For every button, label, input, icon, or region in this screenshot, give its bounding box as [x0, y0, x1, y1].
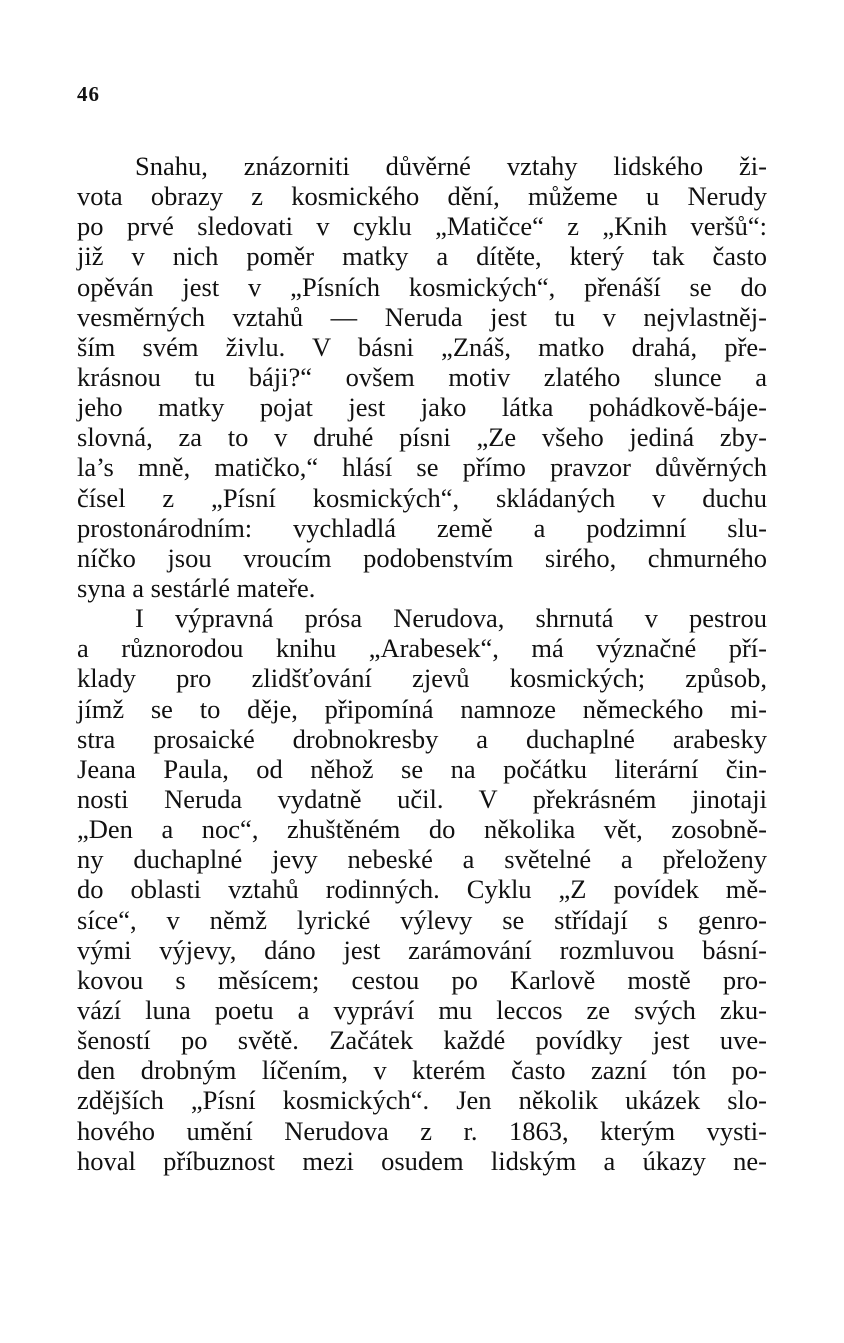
paragraph [77, 151, 767, 603]
text-line: vází luna poetu a vypráví mu leccos ze svých zku- [77, 994, 767, 1025]
text-line: stra prosaické drobnokresby a duchaplné arabesky [77, 723, 767, 754]
text-line: prostonárodním: vychladlá země a podzimní slu- [77, 512, 767, 543]
page-number: 46 [77, 82, 100, 106]
text-line: jeho matky pojat jest jako látka pohádkově-báje- [77, 392, 767, 423]
text-line: ším svém živlu. V básni „Znáš, matko drahá, pře- [77, 331, 767, 362]
body-text [77, 151, 767, 1176]
text-line: nosti Neruda vydatně učil. V překrásném jinotaji [77, 783, 767, 814]
text-line: vesměrných vztahů — Neruda jest tu v nejvlastněj- [77, 301, 767, 332]
text-line: vými výjevy, dáno jest zarámování rozmluvou básní- [77, 934, 767, 965]
text-line: hoval příbuznost mezi osudem lidským a úkazy ne- [77, 1145, 767, 1176]
text-line: „Den a noc“, zhuštěném do několika vět, zosobně- [77, 814, 767, 845]
text-line: hového umění Nerudova z r. 1863, kterým vysti- [77, 1115, 767, 1146]
text-line: slovná, za to v druhé písni „Ze všeho jediná zby- [77, 422, 767, 453]
text-line: syna a sestárlé mateře. [77, 572, 316, 603]
text-line: zdějších „Písní kosmických“. Jen několik ukázek slo- [77, 1085, 767, 1116]
text-line: jímž se to děje, připomíná namnoze německého mi- [77, 693, 767, 724]
text-line: a různorodou knihu „Arabesek“, má význačné pří- [77, 633, 767, 664]
paragraph [77, 603, 767, 1176]
text-line: do oblasti vztahů rodinných. Cyklu „Z povídek mě- [77, 874, 767, 905]
text-line: síce“, v němž lyrické výlevy se střídají s genro- [77, 904, 767, 935]
text-line: krásnou tu báji?“ ovšem motiv zlatého slunce a [77, 361, 767, 392]
text-line: I výpravná prósa Nerudova, shrnutá v pestrou [135, 603, 767, 634]
text-line: ny duchaplné jevy nebeské a světelné a přeloženy [77, 844, 767, 875]
text-line: klady pro zlidšťování zjevů kosmických; způsob, [77, 663, 767, 694]
text-line: opěván jest v „Písních kosmických“, přenáší se do [77, 271, 767, 302]
text-line: la’s mně, matičko,“ hlásí se přímo pravzor důvěrných [77, 452, 767, 483]
text-line: Jeana Paula, od něhož se na počátku literární čin- [77, 753, 767, 784]
text-line: níčko jsou vroucím podobenstvím sirého, chmurného [77, 542, 767, 573]
text-line: šeností po světě. Začátek každé povídky jest uve- [77, 1025, 767, 1056]
text-line: čísel z „Písní kosmických“, skládaných v duchu [77, 482, 767, 513]
text-line: Snahu, znázorniti důvěrné vztahy lidského ži- [135, 151, 767, 181]
text-line: po prvé sledovati v cyklu „Matičce“ z „Knih veršů“: [77, 211, 767, 242]
text-line: vota obrazy z kosmického dění, můžeme u Nerudy [77, 181, 767, 212]
text-line: již v nich poměr matky a dítěte, který tak často [77, 241, 767, 272]
text-line: den drobným líčením, v kterém často zazní tón po- [77, 1055, 767, 1086]
text-line: kovou s měsícem; cestou po Karlově mostě pro- [77, 964, 767, 995]
